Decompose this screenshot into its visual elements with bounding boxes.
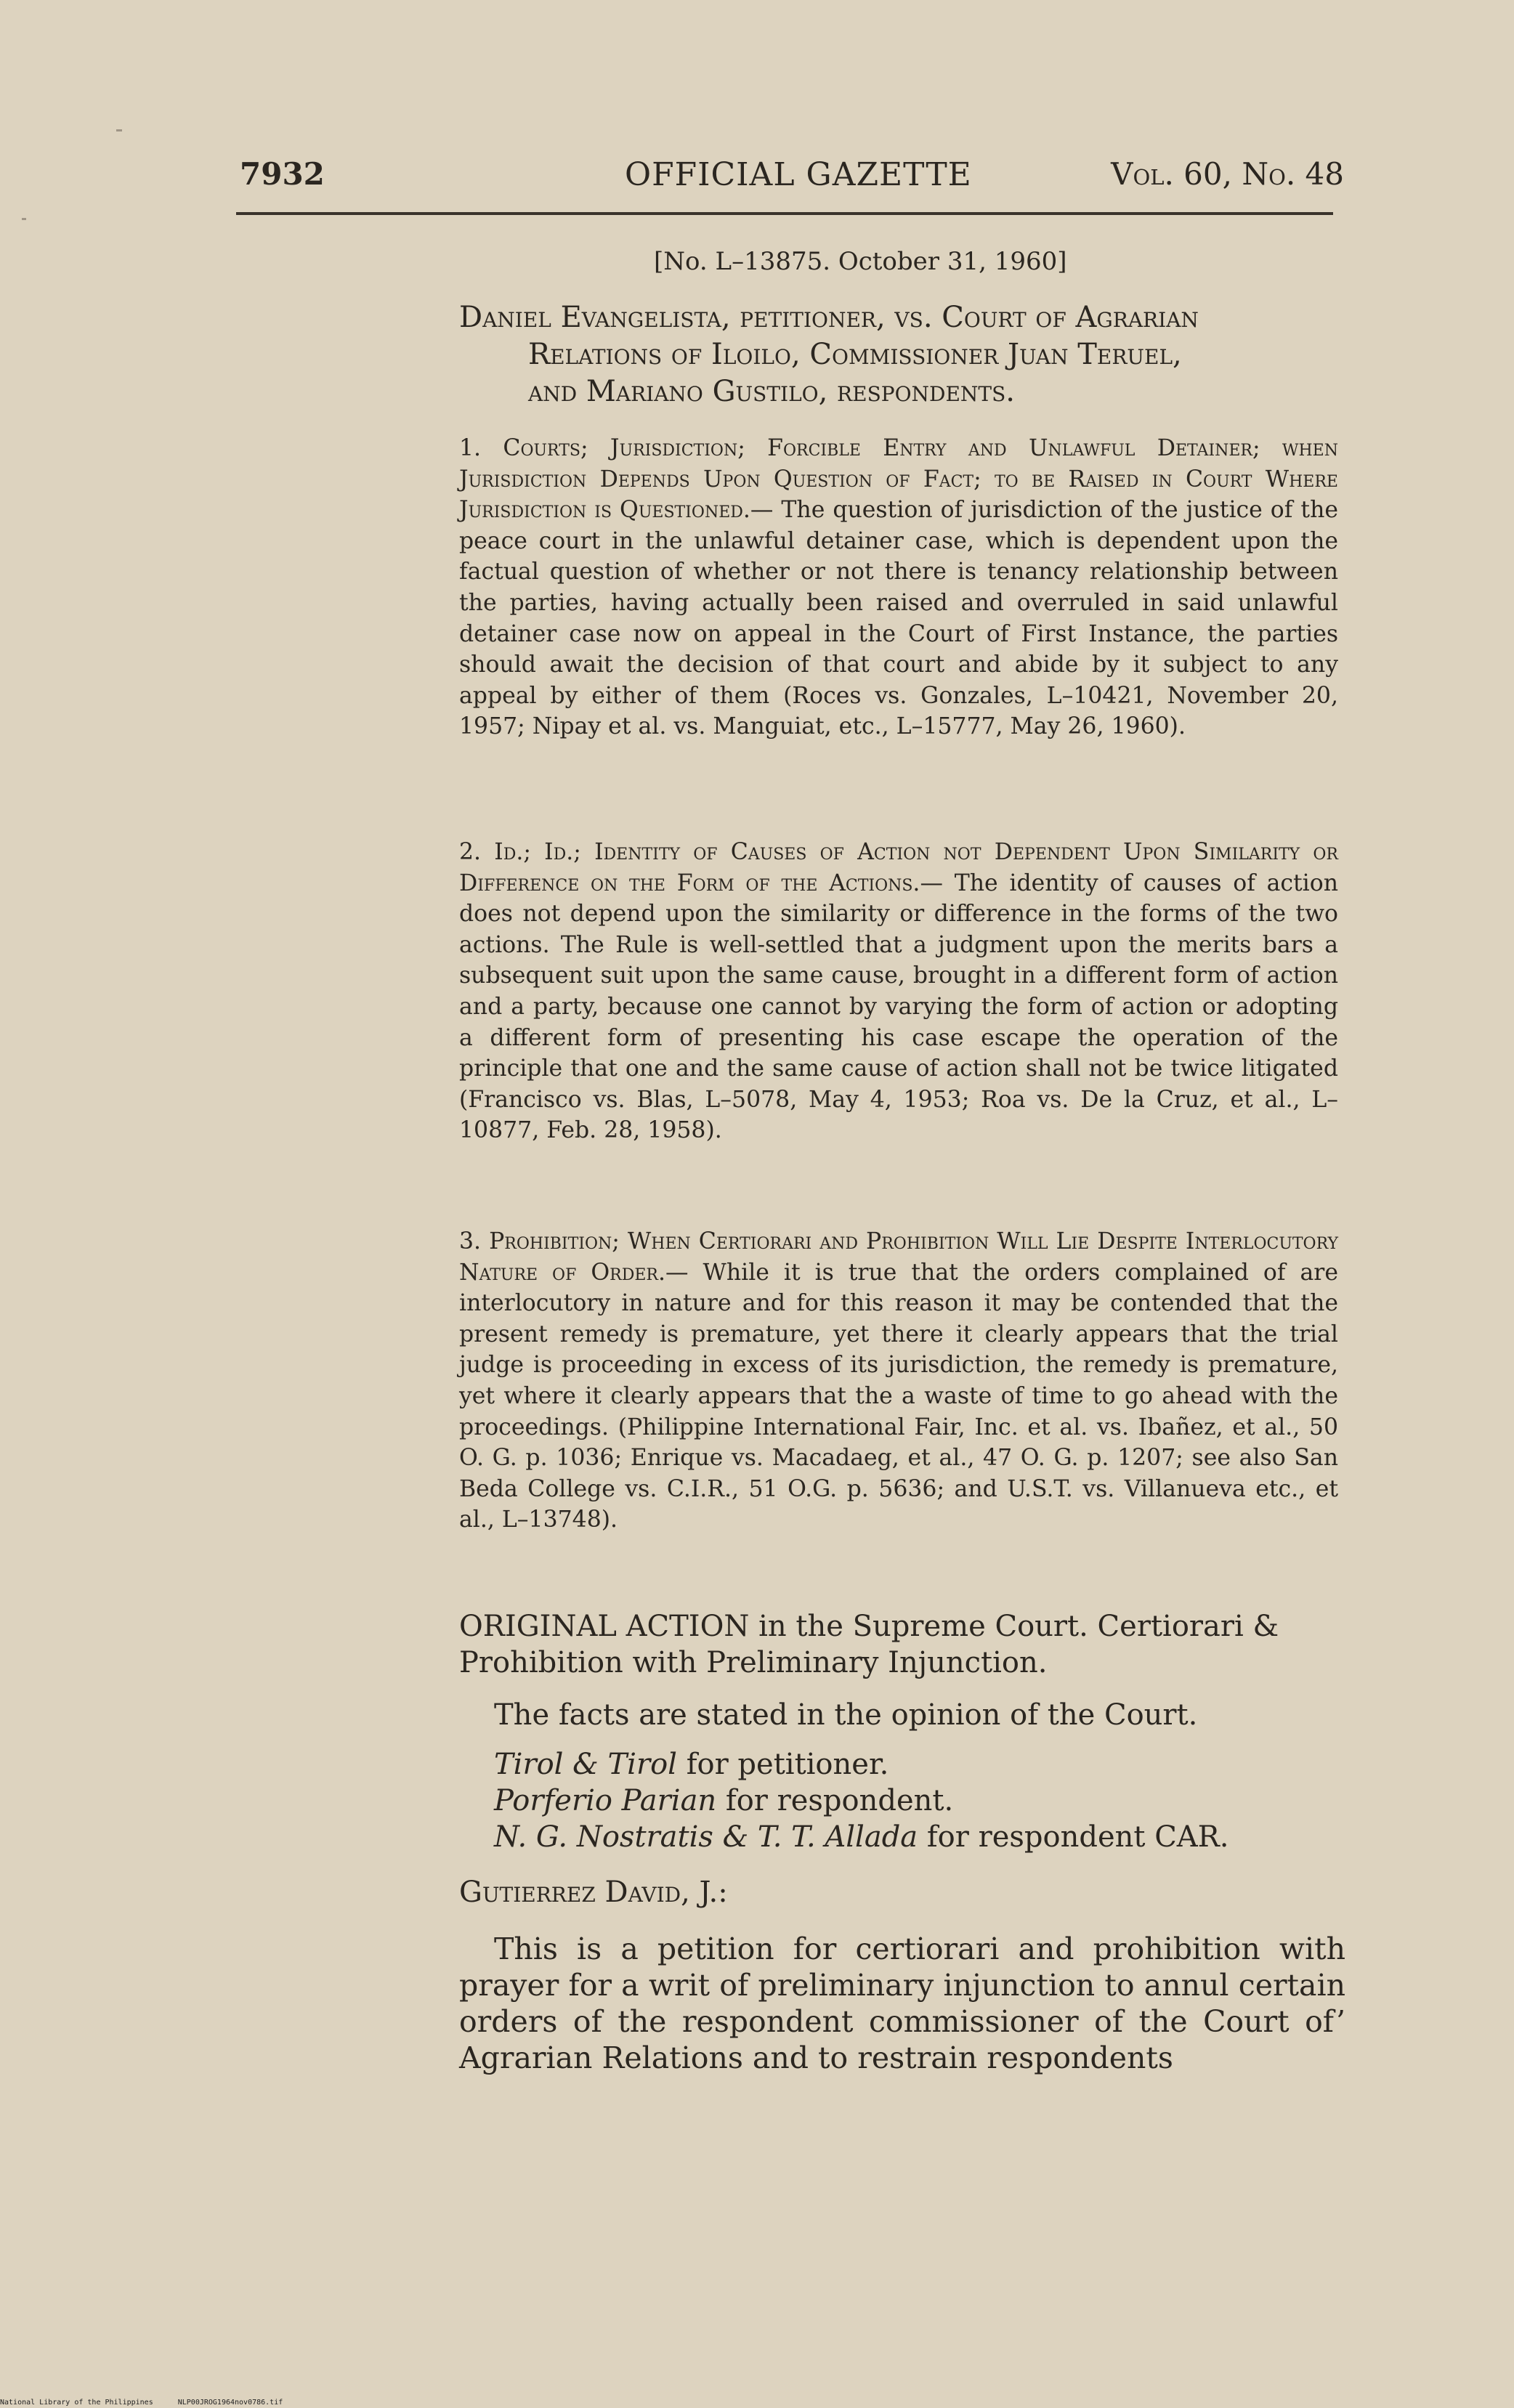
library-credit: National Library of the Philippines [0, 2399, 153, 2407]
publication-title: OFFICIAL GAZETTE [625, 156, 972, 193]
counsel-names: N. G. Nostratis & T. T. Allada [494, 1820, 918, 1854]
syllabus-number: 2. [459, 839, 482, 865]
syllabus-text: The question of jurisdiction of the justice of the peace court in the unlawful detainer case, which is dependent upon the factual question of whether or not there is tenancy relationship between the parties, having actually been raised and overruled in said unlawful detainer case now on appeal in the Court of First Instance, the parties should await the decision of that court and abide by it subject to any appeal by either of them (Roces vs. Gonzales, L–10421, November 20, 1957; Nipay et al. vs. Manguiat, etc., L–15777, May 26, 1960). [459, 497, 1338, 740]
parties-line-2: Relations of Iloilo, Commissioner Juan Teruel, [528, 338, 1182, 371]
syllabus-text: The identity of causes of action does not depend upon the similarity or difference in the forms of the two actions. The Rule is well-settled that a judgment upon the merits bars a subsequent suit upon the same cause, brought in a different form of action and a party, because one cannot by varying the form of action or adopting a different form of presenting his case escape the operation of the principle that one and the same cause of action shall not be twice litigated (Francisco vs. Blas, L–5078, May 4, 1953; Roa vs. De la Cruz, et al., L–10877, Feb. 28, 1958). [459, 869, 1339, 1144]
syllabus-heading: Id.; Id.; Identity of Causes of Action not Dependent Upon Similarity or Difference on the Form of the Actions.— [459, 839, 1339, 896]
syllabus-text: While it is true that the orders complained of are interlocutory in nature and for this reason it may be contended that the present remedy is premature, yet there it clearly appears that the trial judge is proceeding in excess of its jurisdiction, the remedy is premature, yet where it clearly appears that the a waste of time to go ahead with the proceedings. (Philippine International Fair, Inc. et al. vs. Ibañez, et al., 50 O. G. p. 1036; Enrique vs. Macadaeg, et al., 47 O. G. p. 1207; see also San Beda College vs. C.I.R., 51 O.G. p. 5636; and U.S.T. vs. Villanueva etc., et al., L–13748). [459, 1259, 1338, 1533]
scan-speck [116, 129, 122, 131]
case-number-date: [No. L–13875. October 31, 1960] [654, 247, 1067, 276]
scan-speck [22, 218, 26, 220]
counsel-names: Porferio Parian [494, 1784, 717, 1817]
counsel-line [494, 1746, 1380, 1783]
facts-statement: The facts are stated in the opinion of the Court. [494, 1698, 1198, 1732]
page-header [240, 156, 1344, 200]
syllabus-number: 3. [459, 1228, 482, 1254]
case-parties [459, 299, 1335, 410]
counsel-role: for petitioner. [676, 1748, 889, 1781]
syllabus-item [459, 837, 1338, 1146]
counsel-line [494, 1783, 1380, 1819]
opening-paragraph: This is a petition for certiorari and prohibition with prayer for a writ of preliminary injunction to annul certain orders of the respondent commissioner of the Court of’ Agrarian Relations and to restrain respondents [459, 1931, 1345, 2075]
scan-filename: NLP00JROG1964nov0786.tif [177, 2399, 283, 2407]
scan-footer [0, 2399, 303, 2407]
syllabus-item [459, 1226, 1338, 1536]
counsel-names: Tirol & Tirol [494, 1748, 677, 1781]
ponente: Gutierrez David, J.: [459, 1876, 728, 1909]
counsel-line [494, 1819, 1380, 1855]
parties-line-1: Daniel Evangelista, petitioner, vs. Court of Agrarian [459, 301, 1199, 334]
header-rule [236, 212, 1333, 215]
original-action: ORIGINAL ACTION in the Supreme Court. Certiorari & Prohibition with Preliminary Injunction. [459, 1610, 1279, 1679]
counsel-role: for respondent CAR. [918, 1820, 1229, 1854]
counsel-list [459, 1746, 1380, 1855]
syllabus-item [459, 433, 1338, 742]
syllabus-heading: Courts; Jurisdiction; Forcible Entry and Unlawful Detainer; when Jurisdiction Depends Upon Question of Fact; to be Raised in Court Where Jurisdiction is Questioned.— [459, 435, 1338, 524]
volume-number: Vol. 60, No. 48 [1111, 156, 1344, 192]
parties-line-3: and Mariano Gustilo, respondents. [528, 375, 1016, 408]
counsel-role: for respondent. [716, 1784, 954, 1817]
syllabus-number: 1. [459, 435, 482, 461]
page-number: 7932 [240, 156, 325, 192]
syllabus-heading: Prohibition; When Certiorari and Prohibition Will Lie Despite Interlocutory Nature of Order.— [459, 1228, 1339, 1286]
